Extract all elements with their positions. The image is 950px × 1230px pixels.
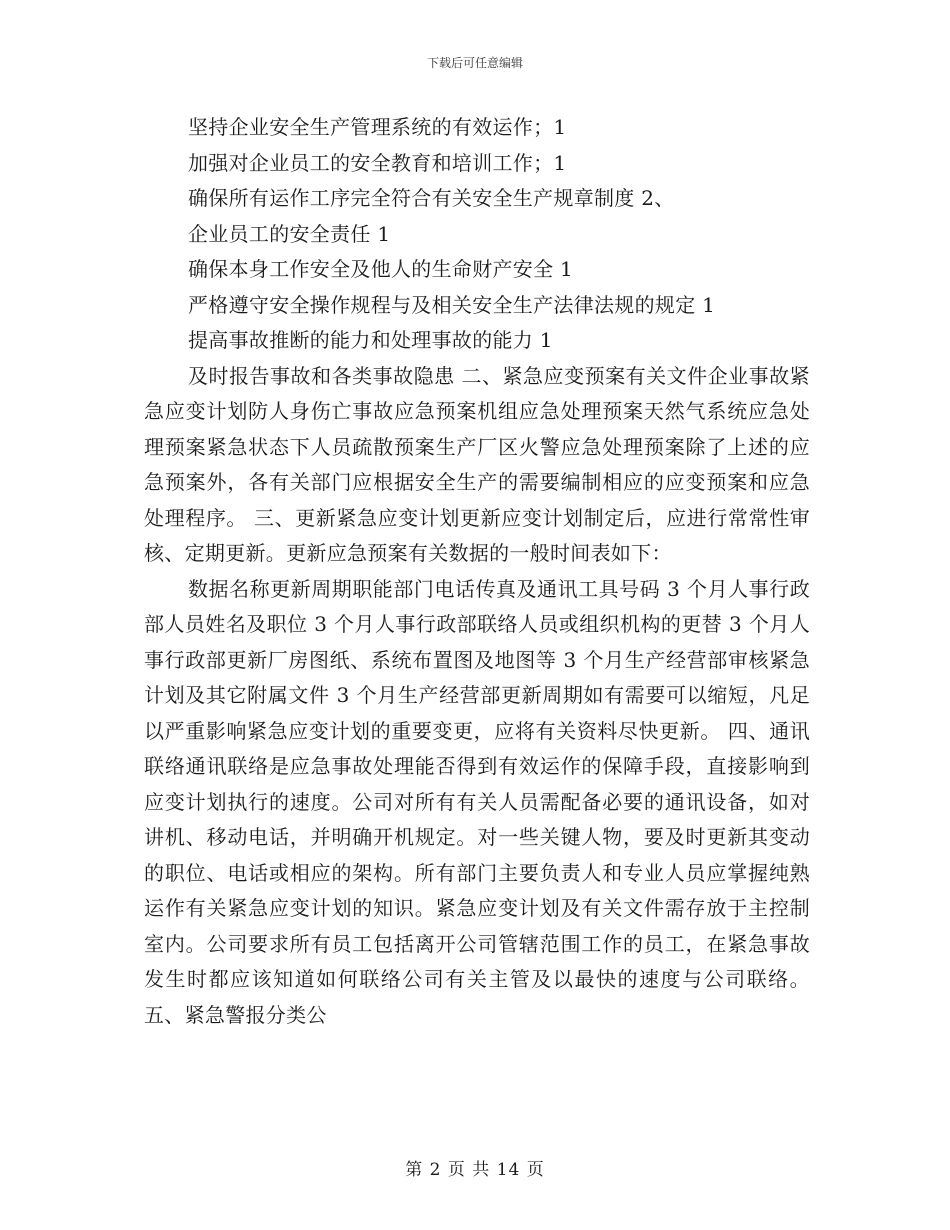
list-line-4: 企业员工的安全责任 1 <box>188 221 391 246</box>
list-line-3: 确保所有运作工序完全符合有关安全生产规章制度 2、 <box>188 186 675 210</box>
list-line-2: 加强对企业员工的安全教育和培训工作；1 <box>188 150 567 175</box>
page-header: 下载后可任意编辑 <box>426 56 523 70</box>
paragraph-emergency-plans: 及时报告事故和各类事故隐患 二、紧急应变预案有关文件企业事故紧急应变计划防人身伤亡事故应急预案机组应急处理预案天然气系统应急处理预案紧急状态下人员疏散预案生产厂区火警应急处理预案除了上述的应急预案外，各有关部门应根据安全生产的需要编制相应的应变预案和应急处理程序。 三、更新紧急应变计划更新应变计划制定后，应进行常常性审核、定期更新。更新应急预案有关数据的一般时间表如下： <box>144 363 810 565</box>
paragraph-update-schedule: 数据名称更新周期职能部门电话传真及通讯工具号码 3 个月人事行政部人员姓名及职位 3 个月人事行政部联络人员或组织机构的更替 3 个月人事行政部更新厂房图纸、系统布置图及地图等 3 个月生产经营部审核紧急计划及其它附属文件 3 个月生产经营部更新周期如有需要可以缩短，凡足以严重影响紧急应变计划的重要变更，应将有关资料尽快更新。 四、通讯联络通讯联络是应急事故处理能否得到有效运作的保障手段，直接影响到应变计划执行的速度。公司对所有有关人员需配备必要的通讯设备，如对讲机、移动电话，并明确开机规定。对一些关键人物，要及时更新其变动的职位、电话或相应的架构。所有部门主要负责人和专业人员应掌握纯熟运作有关紧急应变计划的知识。紧急应变计划及有关文件需存放于主控制室内。公司要求所有员工包括离开公司管辖范围工作的员工，在紧急事故发生时都应该知道如何联络公司有关主管及以最快的速度与公司联络。 五、紧急警报分类公 <box>144 576 810 1027</box>
list-line-5: 确保本身工作安全及他人的生命财产安全 1 <box>188 257 574 281</box>
list-line-6: 严格遵守安全操作规程与及相关安全生产法律法规的规定 1 <box>188 292 716 317</box>
page-number: 第 2 页 共 14 页 <box>405 1160 545 1180</box>
document-body <box>144 110 810 1033</box>
list-line-1: 坚持企业安全生产管理系统的有效运作；1 <box>188 115 567 139</box>
list-line-7: 提高事故推断的能力和处理事故的能力 1 <box>188 328 553 352</box>
